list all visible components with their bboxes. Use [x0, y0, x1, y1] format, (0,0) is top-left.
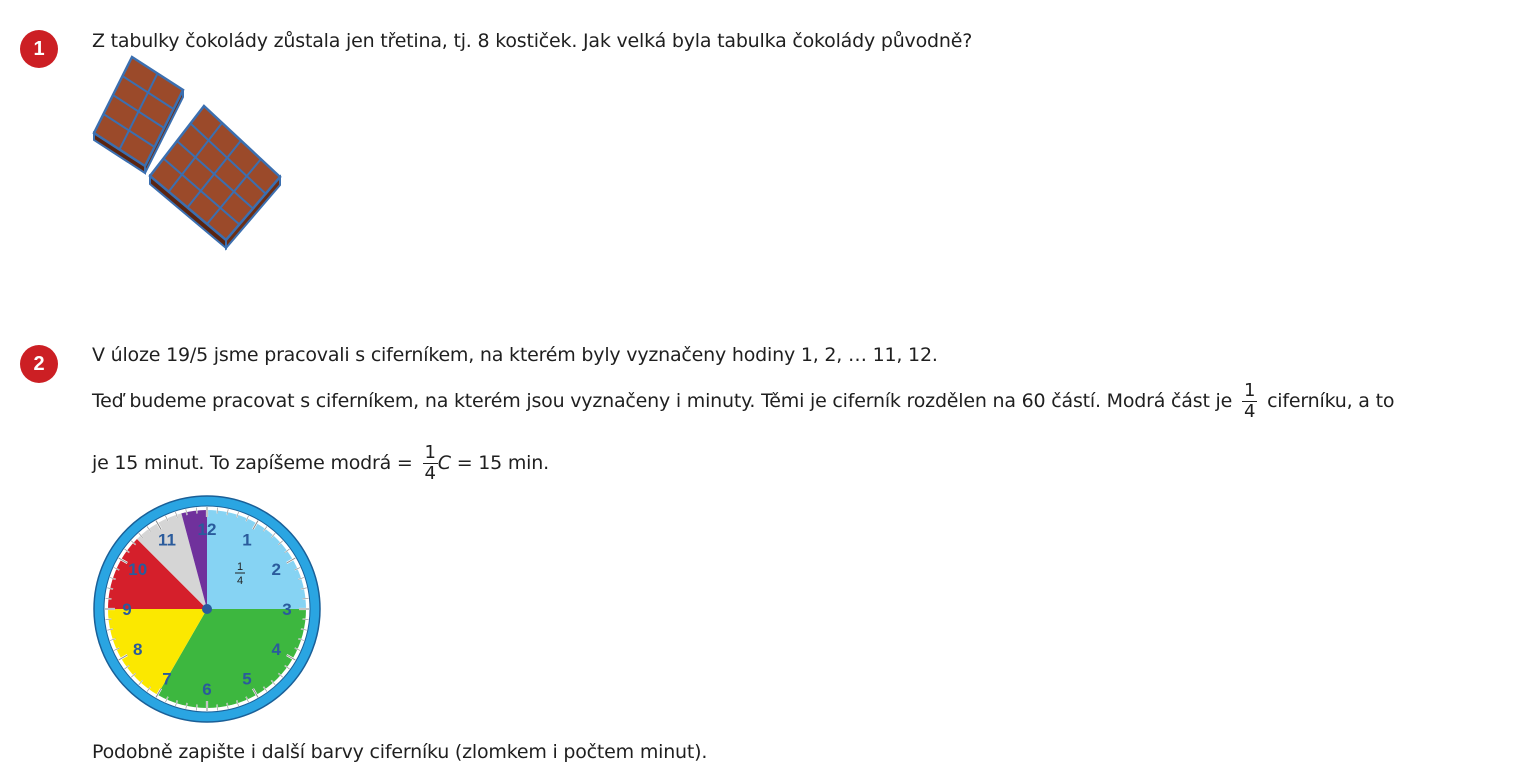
fraction-denominator: 4: [424, 463, 436, 484]
clock-hour-number: 4: [271, 640, 282, 659]
chocolate-pieces-image: [90, 55, 290, 255]
task-text-line: [92, 382, 1394, 421]
variable-c: C: [437, 452, 451, 474]
clock-hour-number: 6: [202, 680, 212, 699]
large-chocolate-piece: [150, 106, 280, 248]
fraction-numerator: 1: [1243, 380, 1256, 401]
clock-hour-number: 1: [242, 530, 252, 550]
clock-hour-number: 7: [162, 669, 172, 689]
clock-hour-number: 5: [242, 669, 252, 689]
text-segment: ciferníku, a to: [1267, 390, 1395, 412]
task-instruction: Podobně zapište i další barvy ciferníku (zlomkem i počtem minut).: [92, 741, 708, 763]
fraction: [423, 444, 438, 483]
fraction-numerator: 1: [424, 442, 436, 463]
clock-face-image: [92, 494, 322, 724]
task-number-badge: 1: [20, 30, 58, 68]
task-text-line: V úloze 19/5 jsme pracovali s ciferníkem, na kterém byly vyznačeny hodiny 1, 2, … 11, 12.: [92, 344, 938, 366]
clock-hour-number: 2: [271, 560, 282, 579]
text-segment: Teď budeme pracovat s ciferníkem, na kterém jsou vyznačeny i minuty. Těmi je ciferník rozdělen na 60 částí. Modrá část je: [92, 390, 1233, 412]
quarter-label-numerator: 1: [236, 561, 244, 573]
clock-hour-number: 3: [282, 600, 292, 619]
clock-hour-number: 11: [158, 530, 176, 550]
clock-hour-number: 9: [122, 600, 132, 619]
clock-hour-number: 10: [128, 560, 148, 579]
clock-hour-number: 8: [132, 640, 143, 659]
task-text-line: [92, 444, 549, 483]
text-segment: = 15 min.: [456, 452, 549, 474]
clock-hour-number: 12: [197, 520, 217, 539]
fraction-denominator: 4: [1243, 401, 1256, 422]
quarter-label-denominator: 4: [236, 575, 244, 587]
fraction: [1242, 382, 1257, 421]
clock-center-pin: [202, 604, 212, 614]
task-number-badge: 2: [20, 345, 58, 383]
text-segment: je 15 minut. To zapíšeme modrá =: [92, 452, 413, 474]
task-text: Z tabulky čokolády zůstala jen třetina, tj. 8 kostiček. Jak velká byla tabulka čokolády původně?: [92, 30, 973, 52]
